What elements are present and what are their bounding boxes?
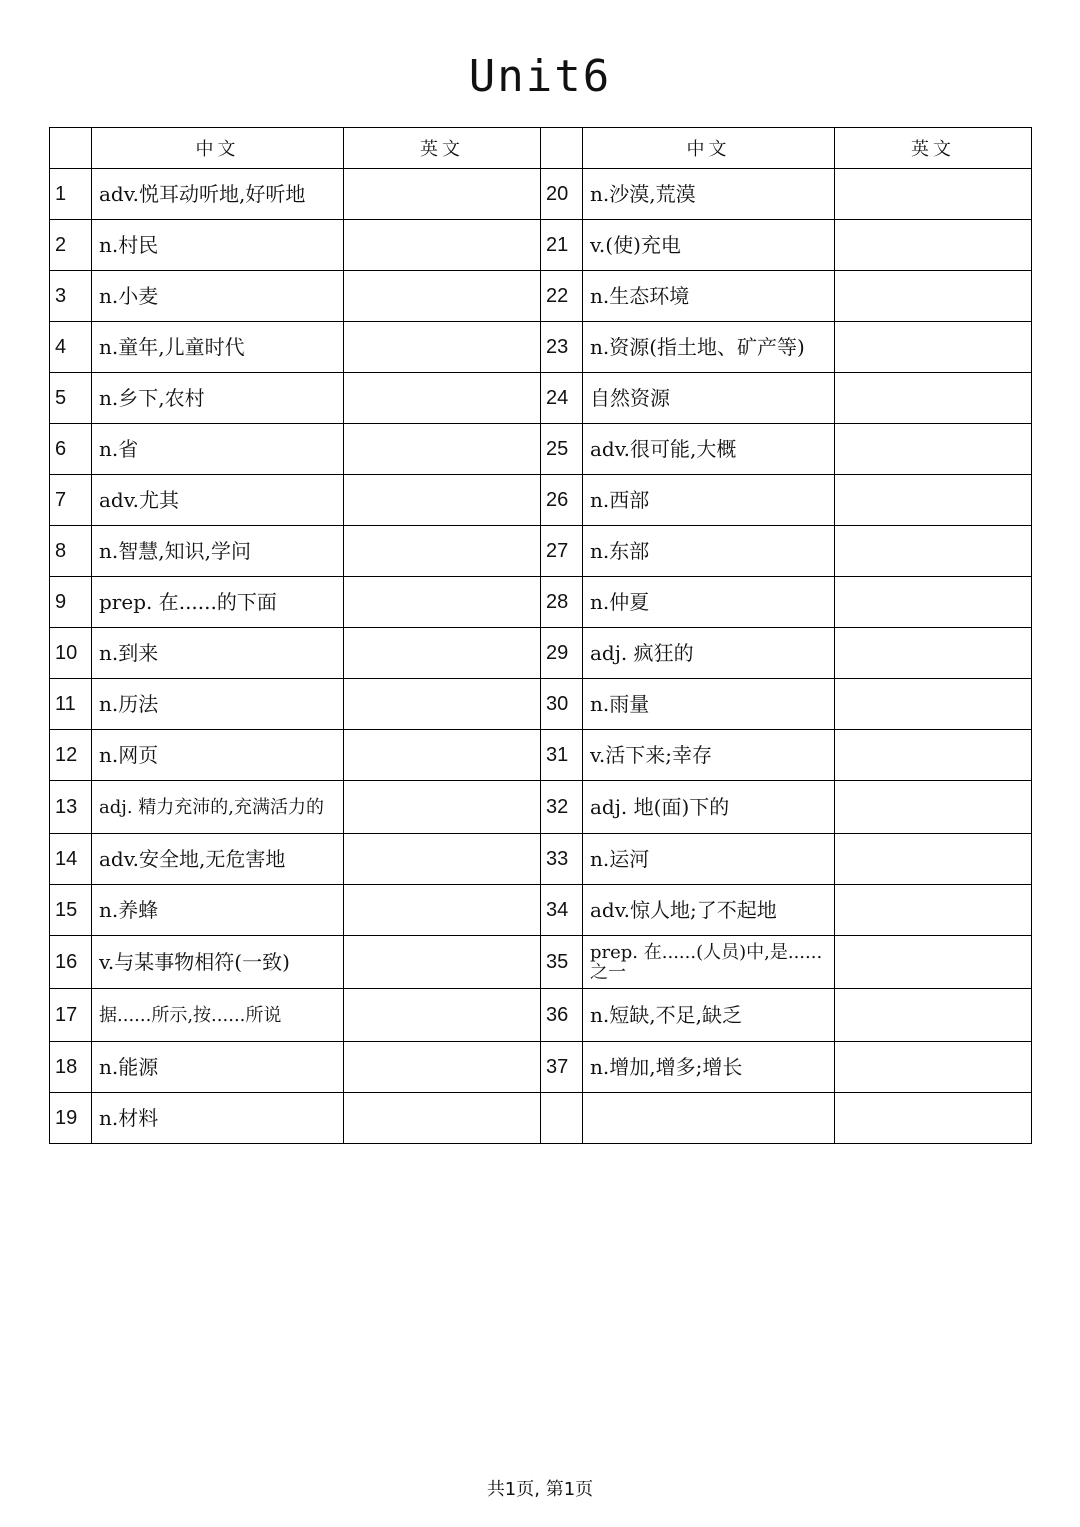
item-english-answer: [835, 373, 1032, 424]
item-english-answer: [344, 271, 541, 322]
item-number: 17: [50, 989, 92, 1042]
page-footer: 共1页, 第1页: [486, 1479, 594, 1500]
page-title: Unit6: [468, 51, 612, 102]
table-row: [50, 373, 1032, 424]
table-row: [50, 730, 1032, 781]
item-english-answer: [835, 936, 1032, 989]
item-number: 12: [50, 730, 92, 781]
item-number: 34: [541, 885, 583, 936]
item-english-answer: [835, 169, 1032, 220]
item-number: 4: [50, 322, 92, 373]
item-english-answer: [835, 989, 1032, 1042]
item-english-answer: [344, 730, 541, 781]
item-number: 36: [541, 989, 583, 1042]
item-number: 7: [50, 475, 92, 526]
item-number: 10: [50, 628, 92, 679]
header-num-right: [541, 128, 583, 169]
item-number: 18: [50, 1042, 92, 1093]
item-english-answer: [344, 169, 541, 220]
item-chinese: n.短缺,不足,缺乏: [583, 989, 835, 1042]
item-chinese: n.沙漠,荒漠: [583, 169, 835, 220]
item-english-answer: [835, 526, 1032, 577]
item-number: 26: [541, 475, 583, 526]
item-chinese: n.雨量: [583, 679, 835, 730]
item-number: 32: [541, 781, 583, 834]
item-chinese: n.网页: [92, 730, 344, 781]
item-chinese: adj. 地(面)下的: [583, 781, 835, 834]
table-row: [50, 834, 1032, 885]
item-number: 9: [50, 577, 92, 628]
item-chinese: n.能源: [92, 1042, 344, 1093]
item-english-answer: [835, 1042, 1032, 1093]
item-chinese: n.材料: [92, 1093, 344, 1144]
table-row: [50, 424, 1032, 475]
item-number: 24: [541, 373, 583, 424]
item-number: 25: [541, 424, 583, 475]
item-english-answer: [344, 322, 541, 373]
table-row: [50, 989, 1032, 1042]
item-number: 21: [541, 220, 583, 271]
item-chinese: adv.安全地,无危害地: [92, 834, 344, 885]
item-number: 23: [541, 322, 583, 373]
item-chinese: prep. 在......(人员)中,是......之一: [583, 936, 835, 989]
item-number: 28: [541, 577, 583, 628]
item-chinese: n.养蜂: [92, 885, 344, 936]
table-row: [50, 628, 1032, 679]
item-english-answer: [835, 679, 1032, 730]
item-number: 33: [541, 834, 583, 885]
item-english-answer: [835, 1093, 1032, 1144]
table-row: [50, 322, 1032, 373]
item-chinese: n.乡下,农村: [92, 373, 344, 424]
item-chinese: n.运河: [583, 834, 835, 885]
header-num-left: [50, 128, 92, 169]
item-number: 29: [541, 628, 583, 679]
item-chinese: v.(使)充电: [583, 220, 835, 271]
vocab-table: [49, 127, 1032, 1144]
item-number: 20: [541, 169, 583, 220]
item-english-answer: [835, 885, 1032, 936]
item-chinese: adv.尤其: [92, 475, 344, 526]
item-english-answer: [344, 781, 541, 834]
item-number: [541, 1093, 583, 1144]
item-number: 35: [541, 936, 583, 989]
item-english-answer: [344, 1093, 541, 1144]
item-english-answer: [835, 730, 1032, 781]
header-english-right: 英文: [835, 128, 1032, 169]
item-english-answer: [344, 1042, 541, 1093]
item-chinese: n.智慧,知识,学问: [92, 526, 344, 577]
item-english-answer: [344, 936, 541, 989]
item-chinese: adv.很可能,大概: [583, 424, 835, 475]
item-chinese: n.童年,儿童时代: [92, 322, 344, 373]
item-number: 31: [541, 730, 583, 781]
item-chinese: n.西部: [583, 475, 835, 526]
item-number: 13: [50, 781, 92, 834]
item-english-answer: [344, 989, 541, 1042]
item-chinese: adv.惊人地;了不起地: [583, 885, 835, 936]
item-chinese: n.生态环境: [583, 271, 835, 322]
item-chinese: v.与某事物相符(一致): [92, 936, 344, 989]
item-number: 8: [50, 526, 92, 577]
item-chinese: adj. 疯狂的: [583, 628, 835, 679]
item-english-answer: [344, 220, 541, 271]
item-number: 27: [541, 526, 583, 577]
item-number: 5: [50, 373, 92, 424]
item-chinese: n.到来: [92, 628, 344, 679]
item-chinese: n.东部: [583, 526, 835, 577]
item-english-answer: [835, 220, 1032, 271]
table-row: [50, 169, 1032, 220]
vocab-body: [50, 169, 1032, 1144]
item-english-answer: [835, 322, 1032, 373]
table-row: [50, 679, 1032, 730]
item-number: 3: [50, 271, 92, 322]
item-number: 14: [50, 834, 92, 885]
header-row: [50, 128, 1032, 169]
item-english-answer: [344, 475, 541, 526]
item-english-answer: [344, 424, 541, 475]
item-chinese: adj. 精力充沛的,充满活力的: [92, 781, 344, 834]
item-english-answer: [835, 834, 1032, 885]
table-row: [50, 885, 1032, 936]
item-english-answer: [835, 475, 1032, 526]
item-english-answer: [344, 679, 541, 730]
item-chinese: adv.悦耳动听地,好听地: [92, 169, 344, 220]
item-number: 37: [541, 1042, 583, 1093]
table-row: [50, 1093, 1032, 1144]
item-chinese: n.增加,增多;增长: [583, 1042, 835, 1093]
header-chinese-right: 中文: [583, 128, 835, 169]
item-chinese: n.资源(指土地、矿产等): [583, 322, 835, 373]
table-row: [50, 526, 1032, 577]
table-row: [50, 936, 1032, 989]
item-chinese: [583, 1093, 835, 1144]
item-number: 22: [541, 271, 583, 322]
item-english-answer: [344, 577, 541, 628]
item-english-answer: [835, 628, 1032, 679]
item-number: 2: [50, 220, 92, 271]
table-row: [50, 475, 1032, 526]
table-row: [50, 1042, 1032, 1093]
item-english-answer: [344, 834, 541, 885]
item-english-answer: [344, 628, 541, 679]
table-row: [50, 271, 1032, 322]
item-english-answer: [835, 424, 1032, 475]
item-number: 15: [50, 885, 92, 936]
item-english-answer: [344, 373, 541, 424]
item-english-answer: [835, 271, 1032, 322]
item-english-answer: [344, 885, 541, 936]
item-chinese: n.村民: [92, 220, 344, 271]
item-number: 30: [541, 679, 583, 730]
item-chinese: 自然资源: [583, 373, 835, 424]
item-chinese: n.历法: [92, 679, 344, 730]
item-english-answer: [835, 781, 1032, 834]
header-english-left: 英文: [344, 128, 541, 169]
item-english-answer: [344, 526, 541, 577]
item-chinese: 据......所示,按......所说: [92, 989, 344, 1042]
item-chinese: prep. 在......的下面: [92, 577, 344, 628]
table-row: [50, 220, 1032, 271]
item-number: 16: [50, 936, 92, 989]
item-chinese: v.活下来;幸存: [583, 730, 835, 781]
item-number: 6: [50, 424, 92, 475]
item-chinese: n.小麦: [92, 271, 344, 322]
table-row: [50, 781, 1032, 834]
table-row: [50, 577, 1032, 628]
item-number: 19: [50, 1093, 92, 1144]
item-english-answer: [835, 577, 1032, 628]
item-number: 1: [50, 169, 92, 220]
header-chinese-left: 中文: [92, 128, 344, 169]
item-chinese: n.省: [92, 424, 344, 475]
item-number: 11: [50, 679, 92, 730]
item-chinese: n.仲夏: [583, 577, 835, 628]
